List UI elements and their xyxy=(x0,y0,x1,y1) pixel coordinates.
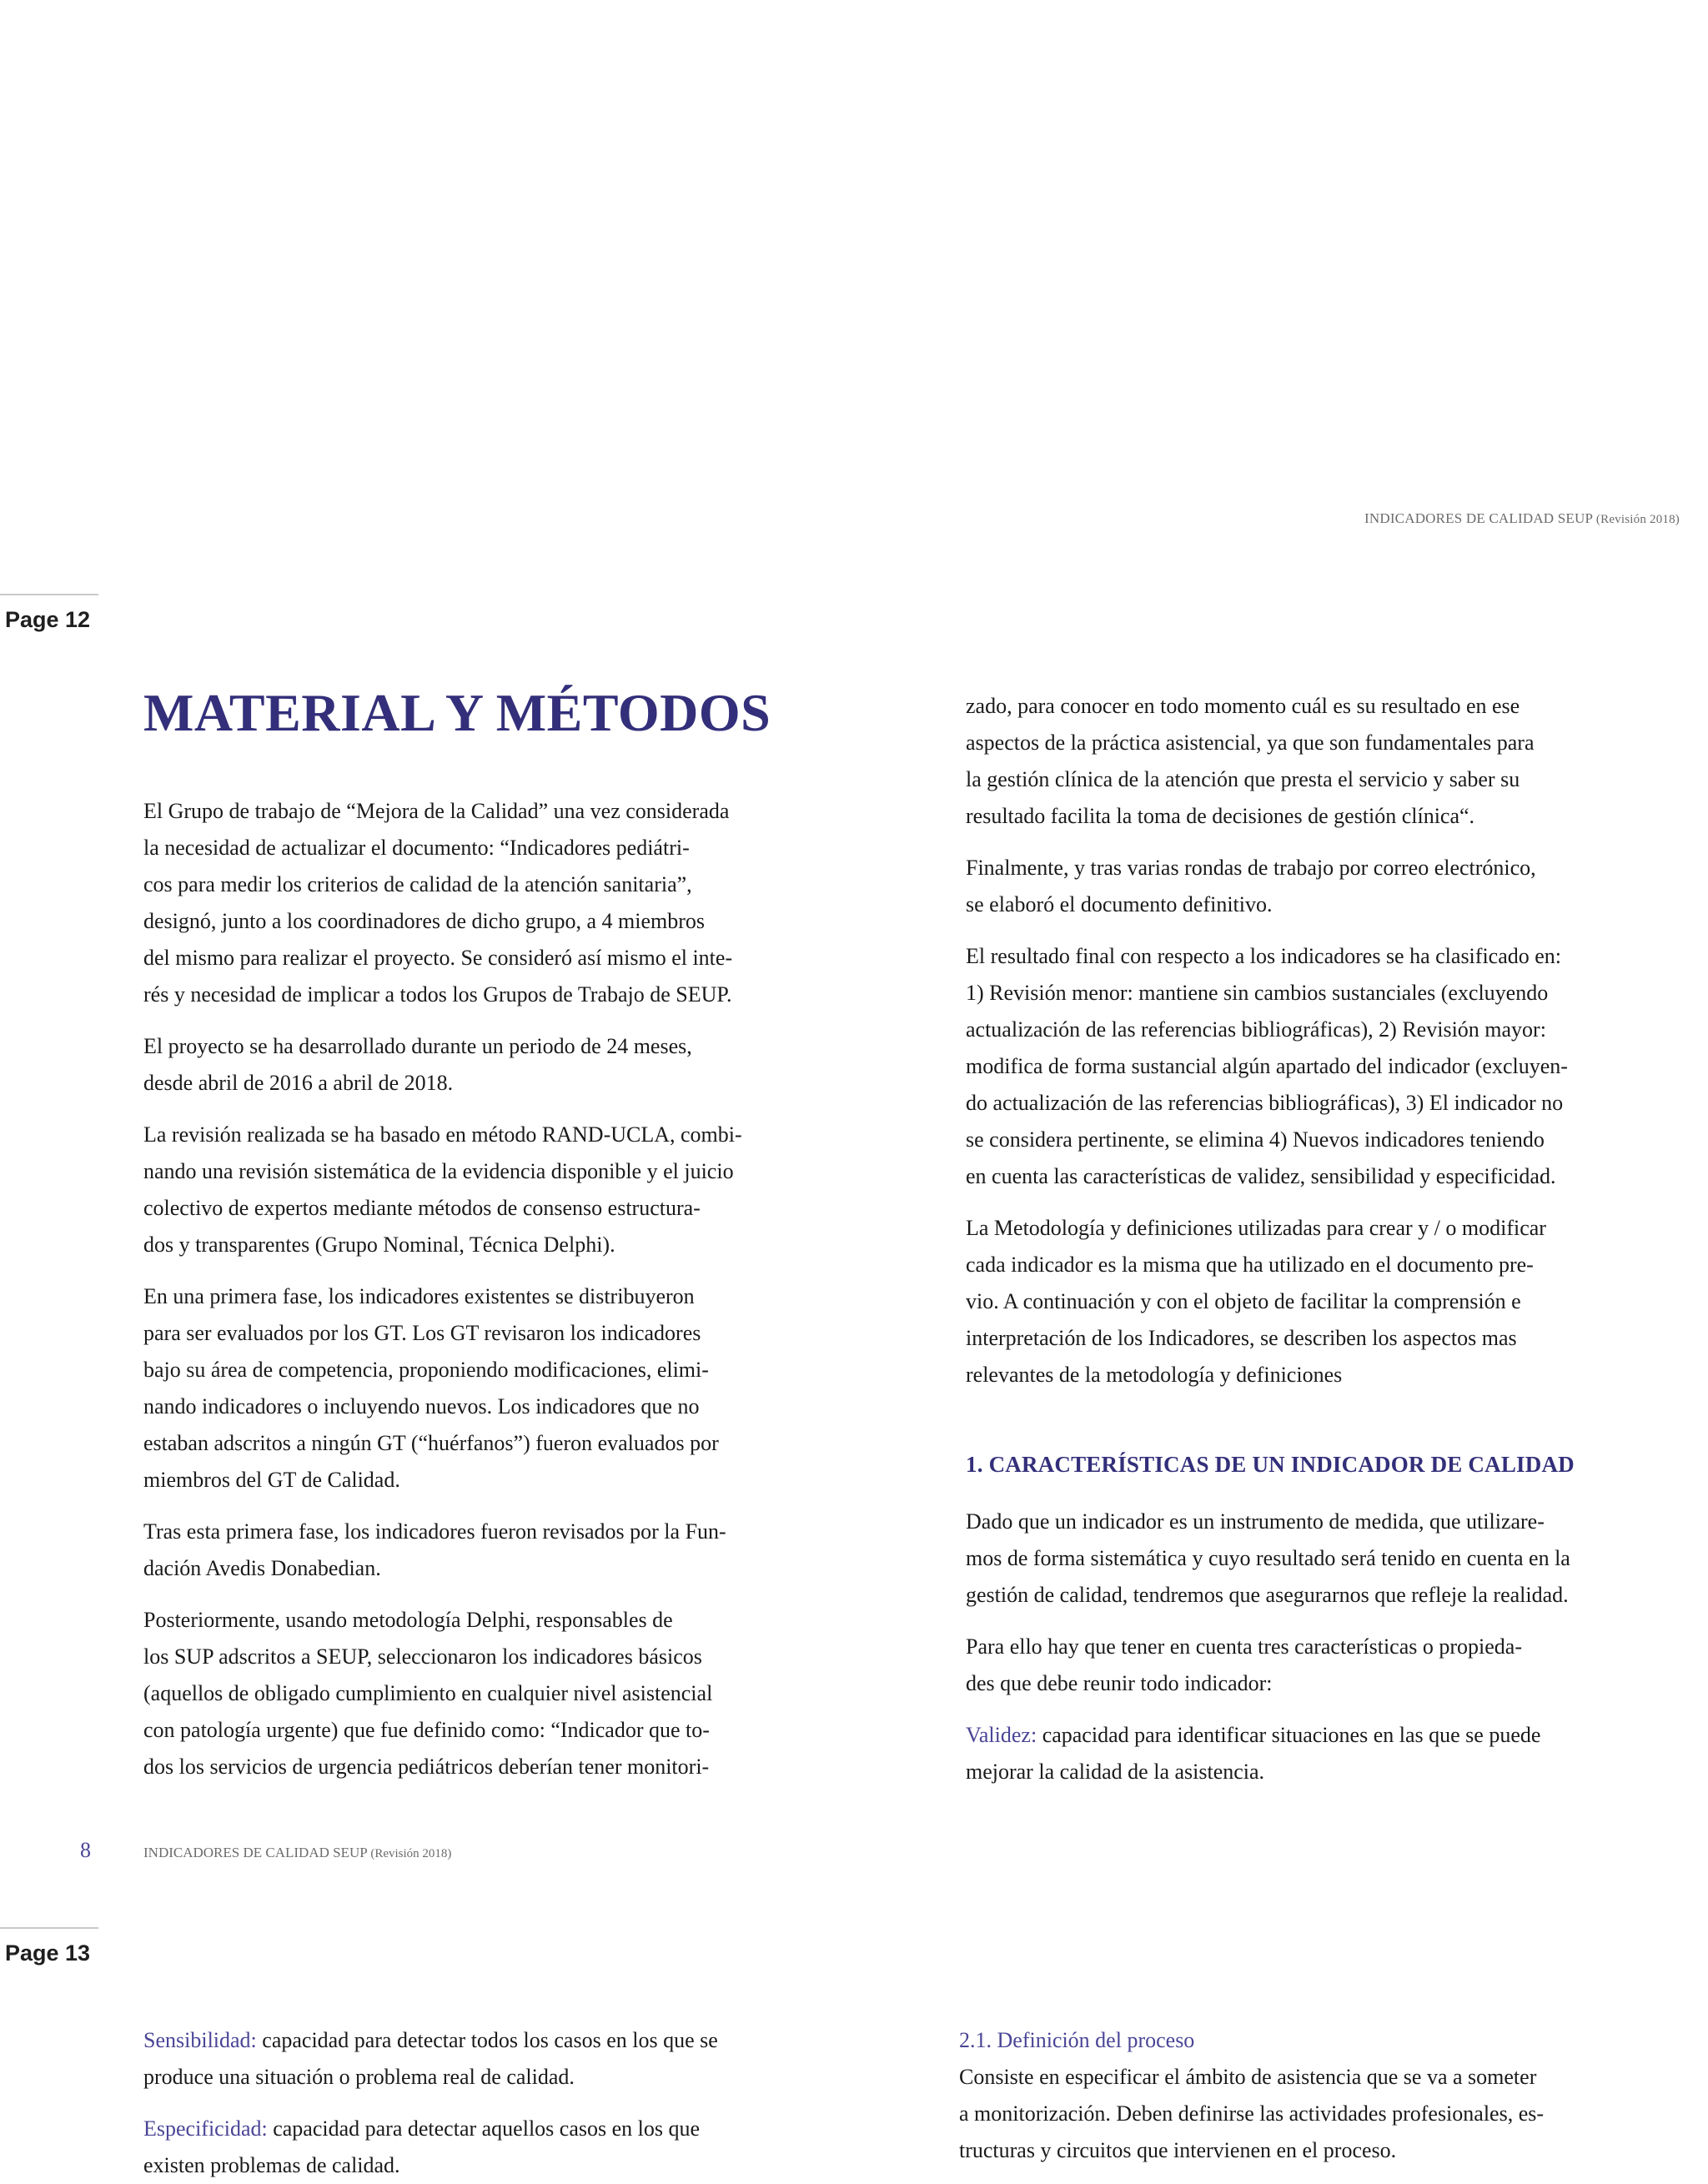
text-line: En una primera fase, los indicadores existentes se distribuyeron xyxy=(143,1284,695,1308)
page-number: 8 xyxy=(80,1838,91,1862)
text-line: produce una situación o problema real de calidad. xyxy=(143,2065,575,2089)
text-line: del mismo para realizar el proyecto. Se consideró así mismo el inte- xyxy=(143,946,733,970)
text-line: para ser evaluados por los GT. Los GT revisaron los indicadores xyxy=(143,1321,701,1345)
paragraph xyxy=(966,850,1683,923)
paragraph xyxy=(966,1504,1683,1614)
text-line: rés y necesidad de implicar a todos los Grupos de Trabajo de SEUP. xyxy=(143,982,732,1007)
subsection-paragraph xyxy=(959,2022,1683,2169)
validez-paragraph xyxy=(966,1717,1683,1790)
text-line: en cuenta las características de validez, sensibilidad y especificidad. xyxy=(966,1164,1556,1188)
term-sensibilidad: Sensibilidad: xyxy=(143,2028,257,2052)
text-line: bajo su área de competencia, proponiendo modificaciones, elimi- xyxy=(143,1358,709,1382)
text-line: cada indicador es la misma que ha utilizado en el documento pre- xyxy=(966,1253,1534,1277)
text-line: dación Avedis Donabedian. xyxy=(143,1556,381,1580)
text-line: 1) Revisión menor: mantiene sin cambios sustanciales (excluyendo xyxy=(966,981,1549,1005)
text-line: El Grupo de trabajo de “Mejora de la Calidad” una vez considerada xyxy=(143,799,730,823)
text-line: mos de forma sistemática y cuyo resultado será tenido en cuenta en la xyxy=(966,1546,1570,1570)
paragraph xyxy=(966,938,1683,1195)
text-line: Dado que un indicador es un instrumento de medida, que utilizare- xyxy=(966,1509,1545,1534)
running-header-revision: (Revisión 2018) xyxy=(1595,513,1680,526)
right-column xyxy=(966,688,1683,1393)
text-line: zado, para conocer en todo momento cuál es su resultado en ese xyxy=(966,694,1520,718)
footer-revision: (Revisión 2018) xyxy=(370,1847,452,1860)
text-line: tructuras y circuitos que intervienen en el proceso. xyxy=(959,2138,1397,2162)
paragraph xyxy=(966,1210,1683,1393)
term-validez: Validez: xyxy=(966,1723,1037,1747)
text-line: a monitorización. Deben definirse las actividades profesionales, es- xyxy=(959,2101,1545,2126)
text-line: Finalmente, y tras varias rondas de trabajo por correo electrónico, xyxy=(966,856,1536,880)
text-line: do actualización de las referencias bibliográficas), 3) El indicador no xyxy=(966,1091,1564,1115)
text-line: dos los servicios de urgencia pediátricos deberían tener monitori- xyxy=(143,1755,710,1779)
text-line xyxy=(143,2022,836,2059)
text-line: aspectos de la práctica asistencial, ya que son fundamentales para xyxy=(966,731,1535,755)
text-line: mejorar la calidad de la asistencia. xyxy=(966,1760,1265,1784)
running-header-title: INDICADORES DE CALIDAD SEUP xyxy=(1364,510,1593,526)
left-column xyxy=(143,793,836,1785)
text-line: los SUP adscritos a SEUP, seleccionaron los indicadores básicos xyxy=(143,1644,702,1669)
right-column xyxy=(959,2022,1683,2169)
text-line: La revisión realizada se ha basado en método RAND-UCLA, combi- xyxy=(143,1122,742,1147)
text-line: modifica de forma sustancial algún apartado del indicador (excluyen- xyxy=(966,1054,1568,1078)
paragraph xyxy=(966,1629,1683,1702)
text-line: estaban adscritos a ningún GT (“huérfanos”) fueron evaluados por xyxy=(143,1431,719,1455)
text-line: Consiste en especificar el ámbito de asistencia que se va a someter xyxy=(959,2065,1537,2089)
page-label: Page 13 xyxy=(5,1940,91,1966)
text-line: El resultado final con respecto a los indicadores se ha clasificado en: xyxy=(966,944,1562,968)
paragraph xyxy=(143,1278,836,1499)
paragraph xyxy=(966,688,1683,835)
text-line: relevantes de la metodología y definiciones xyxy=(966,1363,1343,1387)
page-divider xyxy=(0,1927,98,1929)
text-line: colectivo de expertos mediante métodos de consenso estructura- xyxy=(143,1196,701,1220)
text-line xyxy=(966,1717,1683,1754)
text-line: Posteriormente, usando metodología Delphi, responsables de xyxy=(143,1608,673,1632)
especificidad-paragraph xyxy=(143,2111,836,2184)
text-line: con patología urgente) que fue definido como: “Indicador que to- xyxy=(143,1718,710,1742)
text-line: desde abril de 2016 a abril de 2018. xyxy=(143,1071,454,1095)
page-title: MATERIAL Y MÉTODOS xyxy=(143,683,771,742)
text-line: resultado facilita la toma de decisiones de gestión clínica“. xyxy=(966,804,1475,828)
term-definition: capacidad para detectar todos los casos en los que se xyxy=(256,2028,718,2052)
text-line: Para ello hay que tener en cuenta tres características o propieda- xyxy=(966,1634,1522,1659)
text-line: nando indicadores o incluyendo nuevos. Los indicadores que no xyxy=(143,1394,700,1418)
text-line: dos y transparentes (Grupo Nominal, Técnica Delphi). xyxy=(143,1233,615,1257)
paragraph xyxy=(143,793,836,1013)
section-heading: 1. CARACTERÍSTICAS DE UN INDICADOR DE CALIDAD xyxy=(966,1452,1575,1477)
text-line xyxy=(143,2111,836,2147)
text-line: existen problemas de calidad. xyxy=(143,2153,400,2177)
paragraph xyxy=(143,1028,836,1102)
subsection-heading: 2.1. Definición del proceso xyxy=(959,2028,1195,2052)
text-line: se considera pertinente, se elimina 4) Nuevos indicadores teniendo xyxy=(966,1127,1545,1152)
text-line: La Metodología y definiciones utilizadas para crear y / o modificar xyxy=(966,1216,1546,1240)
term-especificidad: Especificidad: xyxy=(143,2116,268,2141)
text-line: miembros del GT de Calidad. xyxy=(143,1468,400,1492)
text-line: des que debe reunir todo indicador: xyxy=(966,1671,1273,1695)
running-header xyxy=(1364,510,1680,527)
page-label: Page 12 xyxy=(5,607,91,632)
paragraph xyxy=(143,1602,836,1785)
text-line: (aquellos de obligado cumplimiento en cualquier nivel asistencial xyxy=(143,1681,713,1705)
text-line: nando una revisión sistemática de la evidencia disponible y el juicio xyxy=(143,1159,734,1183)
text-line: designó, junto a los coordinadores de dicho grupo, a 4 miembros xyxy=(143,909,705,933)
paragraph xyxy=(143,1117,836,1263)
page-divider xyxy=(0,594,98,595)
term-definition: capacidad para detectar aquellos casos en los que xyxy=(267,2116,701,2141)
text-line: vio. A continuación y con el objeto de facilitar la comprensión e xyxy=(966,1289,1521,1313)
text-line: El proyecto se ha desarrollado durante un periodo de 24 meses, xyxy=(143,1034,692,1058)
paragraph xyxy=(143,1514,836,1587)
text-line: la gestión clínica de la atención que presta el servicio y saber su xyxy=(966,767,1520,791)
text-line: gestión de calidad, tendremos que asegurarnos que refleje la realidad. xyxy=(966,1583,1569,1607)
text-line: la necesidad de actualizar el documento: “Indicadores pediátri- xyxy=(143,836,690,860)
sensibilidad-paragraph xyxy=(143,2022,836,2096)
right-column-after xyxy=(966,1504,1683,1790)
text-line: cos para medir los criterios de calidad de la atención sanitaria”, xyxy=(143,872,692,896)
footer-running-title xyxy=(143,1845,451,1861)
term-definition: capacidad para identificar situaciones en las que se puede xyxy=(1037,1723,1541,1747)
text-line: interpretación de los Indicadores, se describen los aspectos mas xyxy=(966,1326,1517,1350)
left-column xyxy=(143,2022,836,2184)
text-line: Tras esta primera fase, los indicadores fueron revisados por la Fun- xyxy=(143,1519,726,1544)
text-line: actualización de las referencias bibliográficas), 2) Revisión mayor: xyxy=(966,1017,1546,1042)
text-line: se elaboró el documento definitivo. xyxy=(966,892,1273,916)
footer-title: INDICADORES DE CALIDAD SEUP xyxy=(143,1845,368,1860)
